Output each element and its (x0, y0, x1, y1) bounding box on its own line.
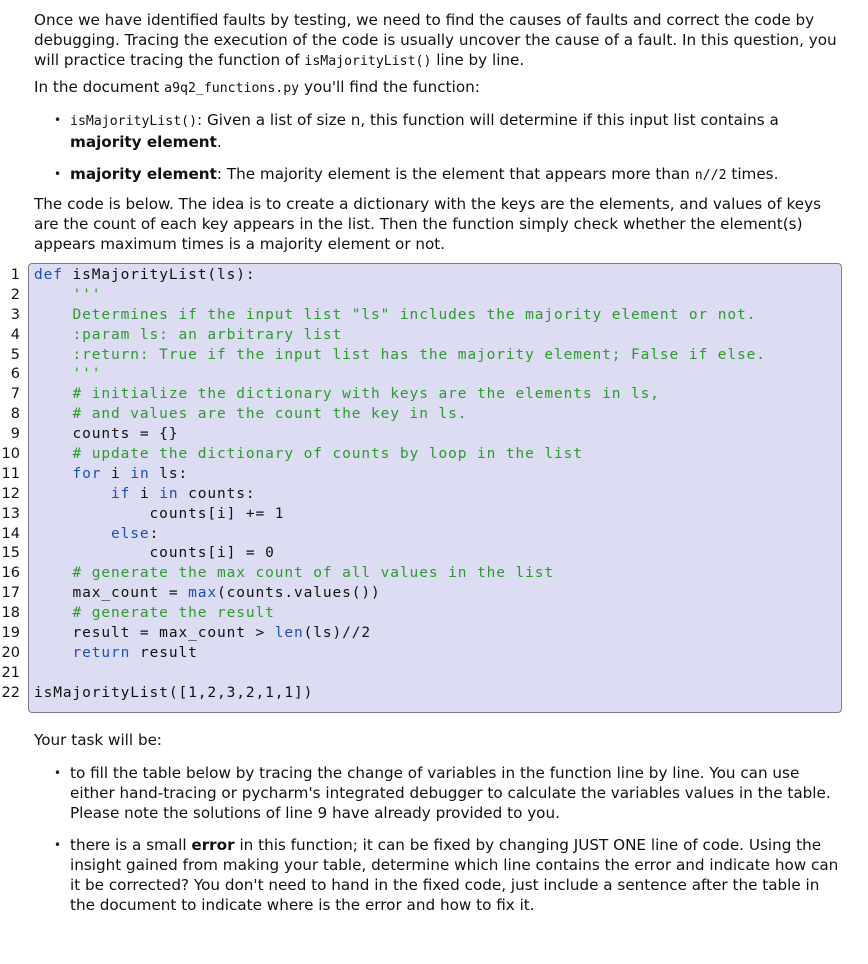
line-number: 5 (10, 346, 20, 363)
code-line-3: Determines if the input list "ls" includes the majority element or not. (34, 306, 757, 323)
description-paragraph: The code is below. The idea is to create a dictionary with the keys are the elements, and values of keys are the count of each key appears in the list. Then the function simply check whether the element(s) appears maximum times is a majority element or not. (34, 195, 822, 253)
task-item-error (52, 835, 842, 915)
code-line-18: # generate the result (34, 605, 275, 622)
code-text: i (130, 485, 160, 502)
task-text: there is a small (70, 836, 187, 854)
code-text: (ls)//2 (303, 625, 372, 642)
definition-text: : The majority element is the element that appears more than (216, 165, 690, 183)
definition-end: times. (731, 165, 779, 183)
code-text: result = max_count > (34, 625, 275, 642)
line-number: 14 (1, 525, 20, 542)
line-number: 20 (1, 644, 20, 661)
code-text: ls: (149, 465, 189, 482)
code-line-16: # generate the max count of all values in the list (34, 565, 555, 582)
code-line-11 (34, 465, 766, 485)
document-pre: In the document (34, 78, 160, 96)
keyword: in (130, 465, 150, 482)
code-line-1 (34, 266, 766, 286)
indent (34, 526, 111, 542)
intro-tail: line by line. (436, 51, 525, 69)
document-paragraph (34, 77, 840, 99)
definition-bold: majority element (70, 133, 217, 151)
code-line-19 (34, 624, 766, 644)
indent (34, 645, 73, 661)
line-number: 4 (10, 326, 20, 343)
definition-term-code: isMajorityList() (70, 114, 198, 129)
line-number: 19 (1, 625, 20, 642)
code-line-2: ''' (34, 286, 102, 303)
code-text: (counts.values()) (216, 585, 381, 602)
code-line-22: isMajorityList([1,2,3,2,1,1]) (34, 684, 314, 701)
task-heading: Your task will be: (34, 731, 163, 749)
code-line-21 (34, 664, 766, 684)
line-number: 18 (1, 605, 20, 622)
code-text: : (149, 525, 160, 542)
keyword: if (111, 485, 131, 502)
task-text: in this function; it can be fixed by changing JUST ONE line of code. Using the insight gained from making your table, determine which line contains the error and indicate how can it be corrected? You don't need to hand in the fixed code, just include a sentence after the table in the document to indicate where is the error and how to fix it. (70, 836, 839, 914)
keyword: else (111, 525, 150, 542)
task-item-table: • to fill the table below by tracing the change of variables in the function line by line. You can use either hand-tracing or pycharm's integrated debugger to calculate the variables values in the table. Please note the solutions of line 9 have already provided to you. (52, 763, 842, 823)
line-number: 13 (1, 505, 20, 522)
line-number: 10 (1, 446, 20, 463)
builtin: len (274, 625, 304, 642)
code-line-14 (34, 525, 766, 545)
line-number-gutter (0, 266, 20, 704)
definition-item-function (52, 110, 842, 152)
line-number: 1 (10, 267, 20, 283)
definition-item-majority (52, 164, 842, 186)
keyword: def (34, 267, 63, 283)
code-text: counts: (178, 485, 256, 502)
line-number: 16 (1, 565, 20, 582)
task-bold: error (191, 836, 235, 854)
line-number: 8 (10, 406, 20, 423)
code-text: isMajorityList(ls): (62, 267, 256, 283)
intro-paragraph (34, 10, 840, 72)
code-text: max_count = (34, 585, 189, 602)
code-line-12 (34, 485, 766, 505)
code-text: i (101, 465, 131, 482)
indent (34, 466, 73, 482)
code-text: result (130, 644, 198, 661)
definition-text: : Given a list of size n, this function will determine if this input list contains a (197, 111, 779, 129)
line-number: 21 (1, 664, 20, 681)
code-line-7: # initialize the dictionary with keys are the elements in ls, (34, 386, 660, 403)
line-number: 12 (1, 485, 20, 502)
document-tail: you'll find the function: (303, 78, 480, 96)
definition-term: majority element (70, 165, 217, 183)
keyword: for (72, 465, 102, 482)
code-line-5: :return: True if the input list has the majority element; False if else. (34, 346, 766, 363)
indent (34, 486, 111, 502)
task-list (52, 763, 842, 915)
code-line-17 (34, 584, 766, 604)
line-number: 3 (10, 306, 20, 323)
code-line-4: :param ls: an arbitrary list (34, 326, 343, 343)
line-number: 9 (10, 426, 20, 443)
code-line-15: counts[i] = 0 (34, 545, 275, 562)
keyword: return (72, 644, 131, 661)
document-filename: a9q2_functions.py (164, 81, 300, 96)
line-number: 22 (1, 684, 20, 701)
code-line-13: counts[i] += 1 (34, 505, 285, 522)
builtin: max (188, 585, 217, 602)
code-lines (34, 266, 766, 704)
intro-code-function: isMajorityList() (304, 54, 432, 69)
line-number: 17 (1, 585, 20, 602)
definition-list (52, 110, 842, 186)
code-line-8: # and values are the count the key in ls. (34, 406, 468, 423)
intro-text: Once we have identified faults by testing, we need to find the causes of faults and correct the code by debugging. Tracing the execution of the code is usually uncover the cause of a fault. In this question, you will practice tracing the function of (34, 11, 837, 69)
line-number: 15 (1, 545, 20, 562)
line-number: 2 (10, 286, 20, 303)
line-number: 7 (10, 386, 20, 403)
line-number: 6 (10, 366, 20, 383)
keyword: in (159, 485, 179, 502)
code-line-6: ''' (34, 366, 102, 383)
code-line-9: counts = {} (34, 426, 179, 443)
definition-code: n//2 (694, 168, 727, 183)
line-number: 11 (1, 465, 20, 482)
code-line-20 (34, 644, 766, 664)
code-line-10: # update the dictionary of counts by loop in the list (34, 446, 583, 463)
definition-end: . (216, 133, 222, 151)
